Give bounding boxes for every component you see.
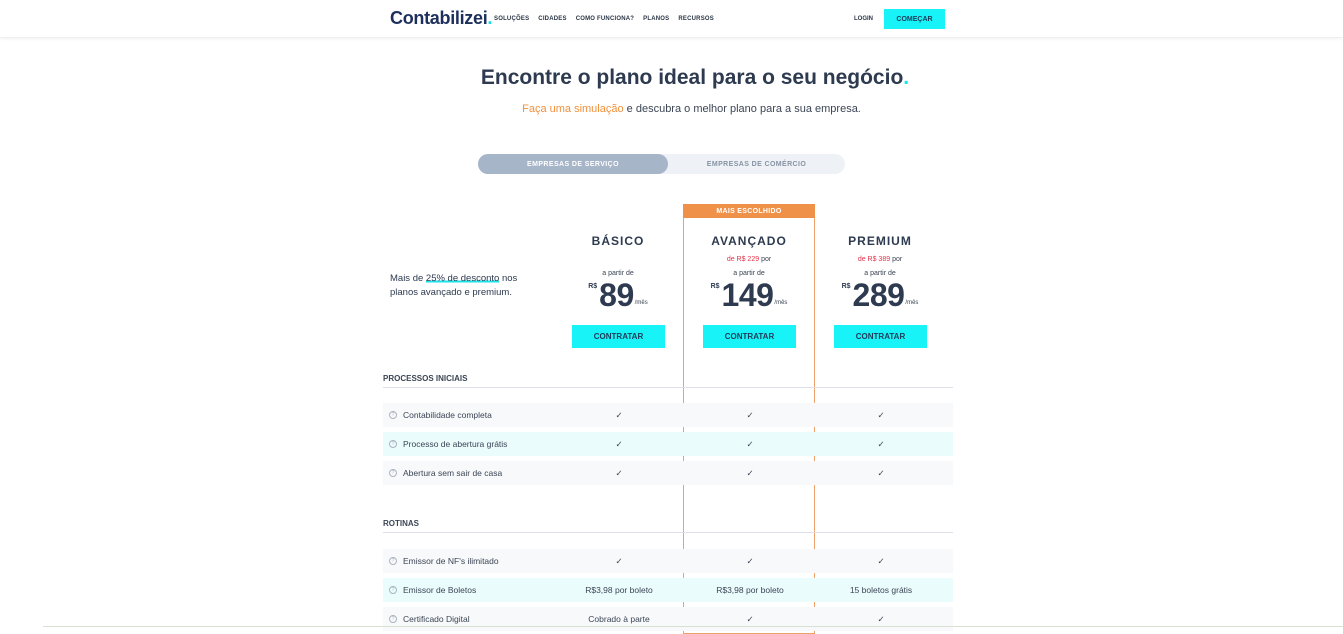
cell-basico: ✓ xyxy=(615,555,623,566)
cell-basico: ✓ xyxy=(615,467,623,478)
plan-name: PREMIUM xyxy=(848,234,912,248)
cell-premium: ✓ xyxy=(877,438,885,449)
simulation-link[interactable]: Faça uma simulação xyxy=(522,103,624,115)
cell-premium: ✓ xyxy=(877,409,885,420)
price-from-label: a partir de xyxy=(733,270,765,277)
cell-premium: ✓ xyxy=(877,467,885,478)
old-price: de R$ 229 por xyxy=(726,256,772,263)
contract-button-basico[interactable]: CONTRATAR xyxy=(572,325,665,348)
tab-commerce-companies[interactable]: EMPRESAS DE COMÉRCIO xyxy=(706,160,807,168)
feature-row: ? Certificado Digital Cobrado à parte ✓ ✓ xyxy=(383,607,953,631)
cell-premium: ✓ xyxy=(877,613,885,624)
nav-item-como-funciona[interactable]: COMO FUNCIONA? xyxy=(575,16,635,22)
info-icon[interactable]: ? xyxy=(389,586,397,594)
cell-avancado: ✓ xyxy=(746,438,754,449)
feature-row: ? Abertura sem sair de casa ✓ ✓ ✓ xyxy=(383,461,953,485)
cell-avancado: ✓ xyxy=(746,409,754,420)
feature-row: ? Contabilidade completa ✓ ✓ ✓ xyxy=(383,403,953,427)
company-type-toggle xyxy=(478,154,845,174)
top-navbar xyxy=(0,0,1343,38)
nav-item-cidades[interactable]: CIDADES xyxy=(538,16,567,22)
cell-basico: ✓ xyxy=(615,438,623,449)
feature-row: ? Processo de abertura grátis ✓ ✓ ✓ xyxy=(383,432,953,456)
plan-name: AVANÇADO xyxy=(711,234,787,248)
section-title-rotinas: ROTINAS xyxy=(383,519,953,533)
section-title-processos: PROCESSOS INICIAIS xyxy=(383,374,953,388)
nav-item-recursos[interactable]: RECURSOS xyxy=(678,16,714,22)
plan-name: BÁSICO xyxy=(591,234,645,248)
page-subtitle: Faça uma simulação e descubra o melhor plano para a sua empresa. xyxy=(522,103,861,115)
most-chosen-badge: MAIS ESCOLHIDO xyxy=(683,204,815,218)
cell-basico: ✓ xyxy=(615,409,623,420)
info-icon[interactable]: ? xyxy=(389,411,397,419)
nav-item-planos[interactable]: PLANOS xyxy=(643,16,670,22)
cell-basico: Cobrado à parte xyxy=(588,614,650,624)
main-nav xyxy=(494,16,714,22)
tab-service-companies[interactable]: EMPRESAS DE SERVIÇO xyxy=(478,154,668,174)
cell-premium: ✓ xyxy=(877,555,885,566)
info-icon[interactable]: ? xyxy=(389,440,397,448)
price-from-label: a partir de xyxy=(864,270,896,277)
price: R$ 149 /mês xyxy=(710,277,788,313)
nav-item-solucoes[interactable]: SOLUÇÕES xyxy=(494,16,530,22)
logo[interactable]: Contabilizei. xyxy=(390,8,493,28)
cell-avancado: R$3,98 por boleto xyxy=(716,585,784,595)
contract-button-premium[interactable]: CONTRATAR xyxy=(834,325,927,348)
info-icon[interactable]: ? xyxy=(389,557,397,565)
price-from-label: a partir de xyxy=(602,270,634,277)
cell-basico: R$3,98 por boleto xyxy=(585,585,653,595)
cell-premium: 15 boletos grátis xyxy=(849,585,913,595)
price: R$ 289 /mês xyxy=(841,277,919,313)
cell-avancado: ✓ xyxy=(746,467,754,478)
cell-avancado: ✓ xyxy=(746,555,754,566)
login-link[interactable]: LOGIN xyxy=(854,16,873,22)
old-price: de R$ 389 por xyxy=(857,256,903,263)
discount-promo: Mais de 25% de desconto nos planos avançado e premium. xyxy=(390,273,518,298)
feature-row: ? Emissor de Boletos R$3,98 por boleto R$3,98 por boleto 15 boletos grátis xyxy=(383,578,953,602)
contract-button-avancado[interactable]: CONTRATAR xyxy=(703,325,796,348)
start-button[interactable]: COMEÇAR xyxy=(884,9,945,29)
info-icon[interactable]: ? xyxy=(389,469,397,477)
cell-avancado: ✓ xyxy=(746,613,754,624)
page-title: Encontre o plano ideal para o seu negócio. xyxy=(480,66,910,89)
price: R$ 89 /mês xyxy=(588,277,648,313)
feature-row: ? Emissor de NF's ilimitado ✓ ✓ ✓ xyxy=(383,549,953,573)
info-icon[interactable]: ? xyxy=(389,615,397,623)
